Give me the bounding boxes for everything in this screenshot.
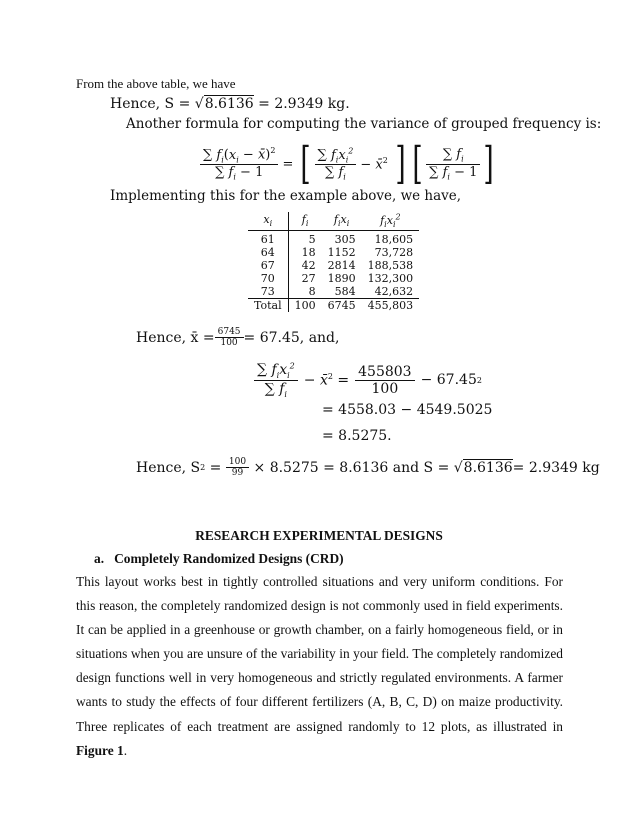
implementing-text: Implementing this for the example above, we have, bbox=[110, 188, 462, 204]
variance-calc-line2: = 4558.03 − 4549.5025 bbox=[322, 402, 493, 418]
header-xi: $x_i$ bbox=[248, 212, 288, 231]
final-rest: × 8.5275 = 8.6136 and S = bbox=[249, 459, 454, 476]
table-cell: 132,300 bbox=[367, 272, 414, 285]
table-total-row bbox=[248, 299, 419, 313]
header-fixi2: $f_ix_i^2$ bbox=[380, 212, 401, 230]
table-cell: 584 bbox=[334, 285, 356, 298]
figure-reference: Figure 1 bbox=[76, 742, 124, 758]
calc-lhs-fraction: $\frac{\sum f_ix_i^2}{\sum f_i}$ bbox=[254, 361, 298, 398]
calc-numerator: 455803 bbox=[358, 363, 412, 380]
final-result: = 2.9349 kg bbox=[512, 459, 600, 476]
variance-rhs-fraction-b: $\frac{\sum f_i}{\sum f_i - 1}$ bbox=[426, 147, 480, 181]
variance-formula: $\frac{\sum f_i(x_i - x̄)^2}{\sum f_i - 1}$ = [ $\frac{\sum f_ix_i^2}{\sum f_i}$ − x̄$^2$ ] [ $\frac{\sum f_i}{\sum f_i - 1}$ ] bbox=[200, 140, 498, 188]
calc-rhs-fraction bbox=[355, 364, 414, 397]
table-cell: 1890 bbox=[327, 272, 356, 285]
mean-fraction bbox=[215, 327, 244, 348]
table-cell: 61 bbox=[248, 231, 288, 247]
mean-result: = 67.45, and, bbox=[243, 329, 340, 346]
table-cell: 188,538 bbox=[367, 259, 414, 272]
header-fixi: $f_ix_i$ bbox=[333, 213, 350, 229]
crd-paragraph bbox=[76, 570, 563, 763]
final-eq: = bbox=[205, 459, 226, 476]
mean-denominator: 100 bbox=[215, 337, 244, 348]
crd-paragraph-text: This layout works best in tightly controlled situations and very uniform conditions. For this reason, the completely randomized design is not commonly used in field experiments. It can be applied in a greenhouse or growth chamber, on a fairly homogeneous field, or in situations when you are unsure of the variability in your field. The completely randomized design functions well in very homogeneous and strictly regulated environments. A farmer wants to study the effects of four different fertilizers (A, B, C, D) on maize productivity. Three replicates of each treatment are assigned randomly to 12 plots, as illustrated in bbox=[76, 574, 563, 734]
frequency-table bbox=[248, 212, 419, 312]
table-cell: 42 bbox=[301, 259, 316, 272]
hence-s-label: Hence, S = bbox=[110, 96, 195, 112]
mean-equation bbox=[136, 327, 339, 348]
calc-tail-exp: 2 bbox=[476, 375, 482, 385]
intro-text: From the above table, we have bbox=[76, 76, 236, 91]
table-total-cell: 455,803 bbox=[362, 299, 420, 313]
table-row bbox=[248, 259, 419, 272]
table-cell: 27 bbox=[301, 272, 316, 285]
final-numerator: 100 bbox=[228, 457, 247, 467]
hence-s-radicand: 8.6136 bbox=[204, 96, 254, 112]
table-total-cell: 100 bbox=[288, 299, 322, 313]
final-equation: Hence, S 2 = $\frac{100}{99}$ × 8.5275 = 8.6136 and S = √ 8.6136 = 2.9349 kg bbox=[136, 457, 600, 478]
subheading-crd: a. Completely Randomized Designs (CRD) bbox=[94, 551, 344, 566]
table-header-row bbox=[248, 212, 419, 231]
table-cell: 73 bbox=[248, 285, 288, 299]
table-cell: 18 bbox=[301, 246, 316, 259]
variance-lhs-fraction: $\frac{\sum f_i(x_i - x̄)^2}{\sum f_i - 1}$ bbox=[200, 146, 278, 182]
table-cell: 42,632 bbox=[374, 285, 414, 298]
table-cell: 70 bbox=[248, 272, 288, 285]
table-cell: 2814 bbox=[327, 259, 356, 272]
table-row bbox=[248, 272, 419, 285]
crd-paragraph-end: . bbox=[123, 742, 128, 758]
another-formula-text: Another formula for computing the variance of grouped frequency is: bbox=[126, 116, 602, 132]
header-fi: $f_i$ bbox=[301, 213, 309, 229]
table-row bbox=[248, 246, 419, 259]
table-cell: 5 bbox=[288, 231, 322, 247]
table-cell: 1152 bbox=[327, 246, 356, 259]
final-label: Hence, S bbox=[136, 459, 201, 476]
variance-calc-line3: = 8.5275. bbox=[322, 428, 392, 444]
table-cell: 67 bbox=[248, 259, 288, 272]
calc-tail: − 67.45 bbox=[420, 372, 477, 388]
table-cell: 18,605 bbox=[362, 231, 420, 247]
table-row bbox=[248, 285, 419, 299]
final-radicand: 8.6136 bbox=[463, 460, 513, 476]
table-row bbox=[248, 231, 419, 247]
hence-s-result: = 2.9349 kg. bbox=[253, 96, 350, 112]
mean-numerator: 6745 bbox=[217, 327, 241, 337]
table-cell: 8 bbox=[308, 285, 316, 298]
final-exp: 2 bbox=[200, 463, 206, 472]
variance-rhs-fraction-a: $\frac{\sum f_ix_i^2}{\sum f_i}$ bbox=[315, 146, 357, 182]
final-fraction bbox=[226, 457, 249, 478]
calc-denominator: 100 bbox=[355, 380, 414, 397]
variance-calc-line1: $\frac{\sum f_ix_i^2}{\sum f_i}$ − x̄$^2$ = $\frac{455803}{100}$ − 67.45 2 bbox=[254, 360, 482, 400]
table-cell: 73,728 bbox=[374, 246, 414, 259]
section-heading: RESEARCH EXPERIMENTAL DESIGNS bbox=[195, 528, 443, 543]
final-denominator: 99 bbox=[226, 467, 249, 478]
table-cell: 305 bbox=[322, 231, 362, 247]
table-total-cell: Total bbox=[248, 299, 288, 313]
table-cell: 64 bbox=[248, 246, 288, 259]
table-total-cell: 6745 bbox=[322, 299, 362, 313]
std-dev-equation: Hence, S = √8.6136 = 2.9349 kg. bbox=[110, 96, 350, 112]
mean-label: Hence, x̄ = bbox=[136, 329, 215, 346]
